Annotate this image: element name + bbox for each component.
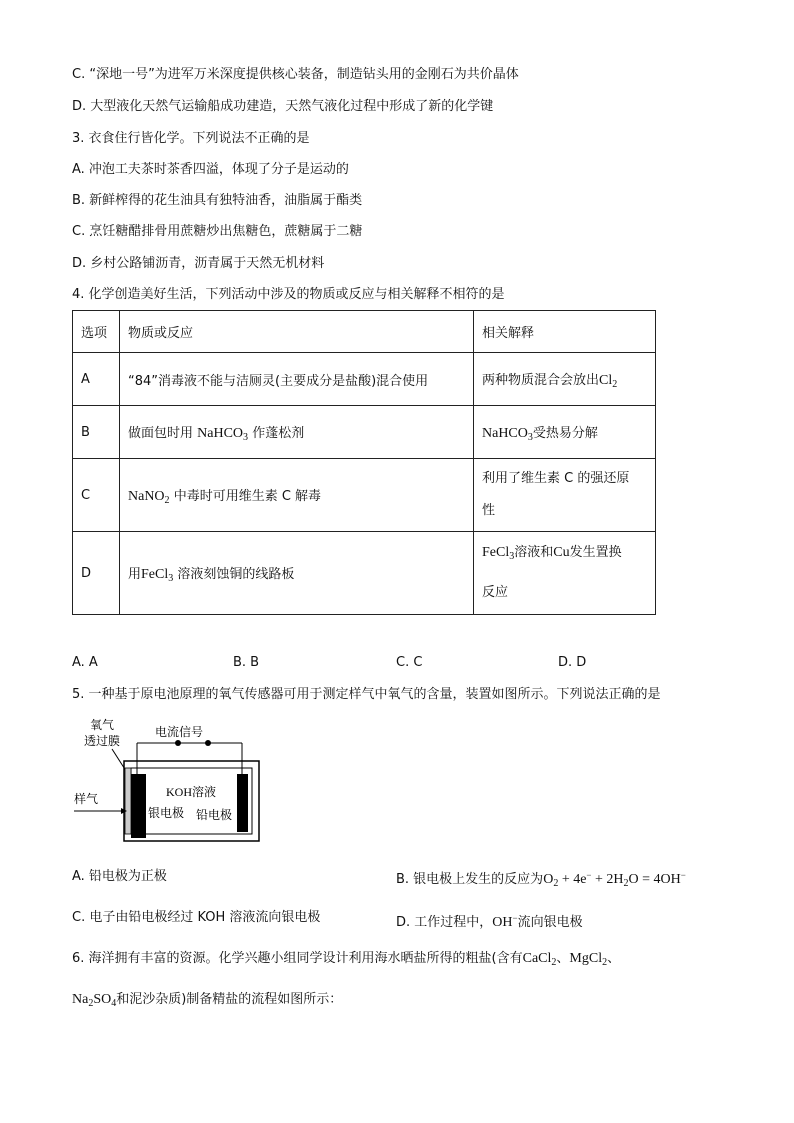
table-row <box>73 459 656 532</box>
table-row <box>73 353 656 406</box>
formula-cu: Cu <box>553 545 570 560</box>
header-option: 选项 <box>73 311 120 353</box>
q3-stem: 3. 衣食住行皆化学。下列说法不正确的是 <box>72 131 310 146</box>
row-b-explanation: NaHCO$_3$受热易分解 <box>474 406 656 459</box>
q5-option-b: B. 银电极上发生的反应为$O_2 + 4e^- + 2H_2O = 4OH^-$ <box>396 870 686 889</box>
formula-mgcl2: MgCl$_2$ <box>569 951 608 968</box>
q6-stem-line1: 6. 海洋拥有丰富的资源。化学兴趣小组同学设计利用海水晒盐所得的粗盐(含有CaCl$_2$、MgCl$_2$、 <box>72 951 621 968</box>
lead-electrode-label: 铅电极 <box>196 808 233 822</box>
row-c-key: C <box>73 459 120 532</box>
row-c-substance: NaNO$_2$ 中毒时可用维生素 C 解毒 <box>120 459 474 532</box>
q4-option-c: C. C <box>396 655 423 670</box>
membrane-label-2: 透过膜 <box>83 734 121 748</box>
oxygen-sensor-diagram <box>72 716 262 848</box>
formula-hydroxide: OH− <box>492 913 518 930</box>
formula-cl2: $Cl_2$ <box>599 372 618 390</box>
formula-nahco3: NaHCO$_3$ <box>197 425 249 443</box>
row-d-substance: 用FeCl$_3$ 溶液刻蚀铜的线路板 <box>120 532 474 615</box>
cell-container-inner <box>131 768 252 834</box>
formula-nano2: NaNO$_2$ <box>128 488 170 506</box>
formula-cacl2: CaCl$_2$ <box>522 951 557 968</box>
header-explanation: 相关解释 <box>474 311 656 353</box>
row-a-key: A <box>73 353 120 406</box>
row-b-substance: 做面包时用 NaHCO$_3$ 作蓬松剂 <box>120 406 474 459</box>
q4-stem: 4. 化学创造美好生活，下列活动中涉及的物质或反应与相关解释不相符的是 <box>72 287 505 302</box>
q5-stem: 5. 一种基于原电池原理的氧气传感器可用于测定样气中氧气的含量，装置如图所示。下列说法正确的是 <box>72 687 661 702</box>
q5-option-d: D. 工作过程中，OH−流向银电极 <box>396 913 583 930</box>
q6-stem-line2: $Na_2SO_4$和泥沙杂质)制备精盐的流程如图所示： <box>72 992 343 1009</box>
row-a-substance-text: “84”消毒液不能与洁厕灵(主要成分是盐酸)混合使用 <box>128 373 429 389</box>
sample-gas-label: 样气 <box>74 792 99 806</box>
row-a-substance <box>120 353 474 406</box>
row-c-explanation: 利用了维生素 C 的强还原 性 <box>474 459 656 532</box>
q2-option-d: D. 大型液化天然气运输船成功建造，天然气液化过程中形成了新的化学键 <box>72 99 494 114</box>
koh-solution-label: KOH溶液 <box>166 785 216 799</box>
silver-electrode-label: 银电极 <box>148 806 185 820</box>
current-signal-label: 电流信号 <box>155 725 204 739</box>
formula-na2so4: $Na_2SO_4$ <box>72 992 117 1009</box>
oxygen-membrane <box>125 768 131 834</box>
table-header-row <box>73 311 656 353</box>
row-d-explanation: FeCl$_3$溶液和Cu发生置换 反应 <box>474 532 656 615</box>
equation-silver-electrode: $O_2 + 4e^- + 2H_2O = 4OH^-$ <box>543 870 686 889</box>
table-row <box>73 406 656 459</box>
lead-electrode <box>237 774 248 832</box>
formula-fecl3: FeCl$_3$ <box>141 566 174 584</box>
header-substance: 物质或反应 <box>120 311 474 353</box>
silver-electrode <box>131 774 146 838</box>
q5-option-a: A. 铅电极为正极 <box>72 869 167 884</box>
q4-option-d: D. D <box>558 655 587 670</box>
q5-option-c: C. 电子由铅电极经过 KOH 溶液流向银电极 <box>72 910 321 925</box>
q2-option-c: C. “深地一号”为进军万米深度提供核心装备，制造钻头用的金刚石为共价晶体 <box>72 67 519 82</box>
q3-option-b: B. 新鲜榨得的花生油具有独特油香，油脂属于酯类 <box>72 193 363 208</box>
q3-option-c: C. 烹饪糖醋排骨用蔗糖炒出焦糖色，蔗糖属于二糖 <box>72 224 363 239</box>
q4-option-a: A. A <box>72 655 98 670</box>
formula-nahco3: NaHCO$_3$ <box>482 425 533 443</box>
row-a-explanation: 两种物质混合会放出$Cl_2$ <box>474 353 656 406</box>
q3-option-d: D. 乡村公路铺沥青，沥青属于天然无机材料 <box>72 256 325 271</box>
table-row <box>73 532 656 615</box>
q4-option-b: B. B <box>233 655 260 670</box>
q4-table <box>72 310 656 615</box>
formula-fecl3: FeCl$_3$ <box>482 545 515 562</box>
membrane-label-1: 氧气 <box>89 718 115 732</box>
terminal-right <box>205 740 211 746</box>
q3-option-a: A. 冲泡工夫茶时茶香四溢，体现了分子是运动的 <box>72 162 349 177</box>
row-b-key: B <box>73 406 120 459</box>
row-d-key: D <box>73 532 120 615</box>
terminal-left <box>175 740 181 746</box>
